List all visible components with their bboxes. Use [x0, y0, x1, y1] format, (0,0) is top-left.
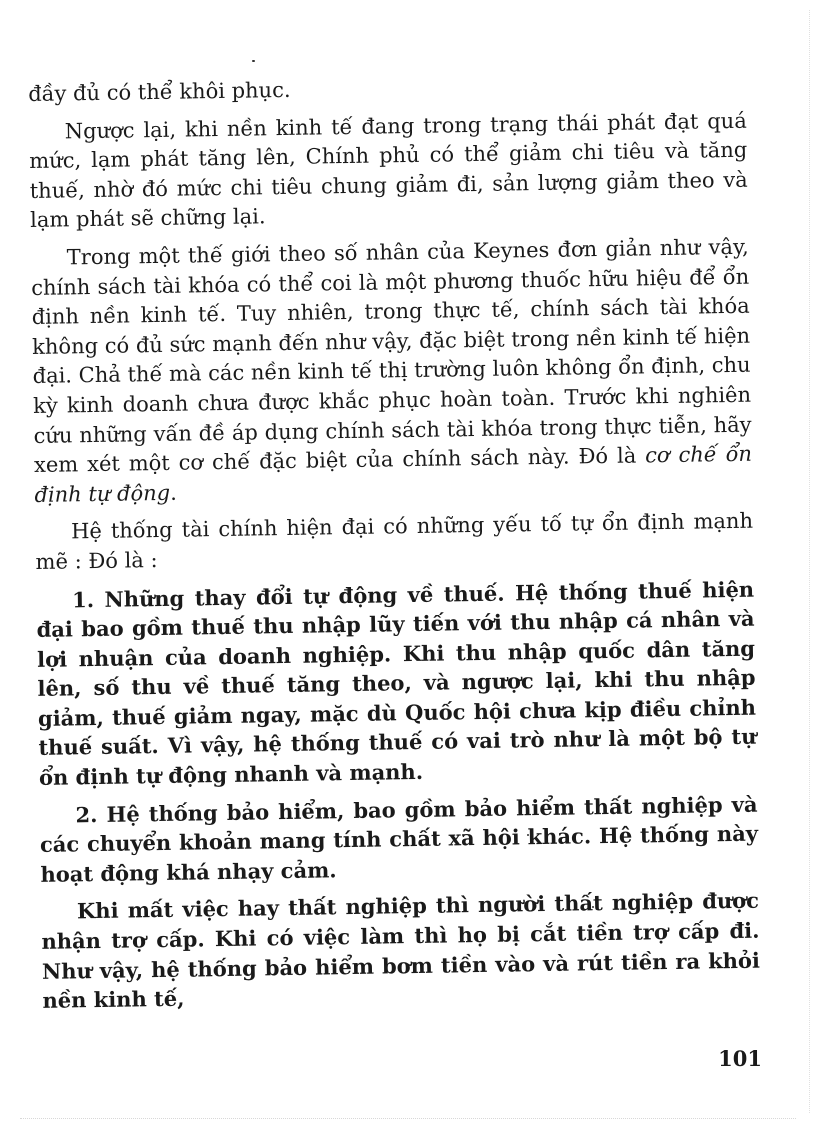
paragraph-inflation: Ngược lại, khi nền kinh tế đang trong trạng thái phát đạt quá mức, lạm phát tăng lên, Chính phủ có thể giảm chi tiêu và tăng thuế, nhờ đó mức chi tiêu chung giảm đi, sản lượng giảm theo và lạm phát sẽ chững lại.: [29, 108, 748, 233]
paragraph-keynes-text: Trong một thế giới theo số nhân của Keynes đơn giản như vậy, chính sách tài khóa có thể coi là một phương thuốc hữu hiệu để ổn định nền kinh tế. Tuy nhiên, trong thực tế, chính sách tài khóa không có đủ sức mạnh đến như vậy, đặc biệt trong nền kinh tế hiện đại. Chả thế mà các nền kinh tế thị trường luôn không ổn định, chu kỳ kinh doanh chưa được khắc phục hoàn toàn. Trước khi nghiên cứu những vấn đề áp dụng chính sách tài khóa trong thực tiễn, hãy xem xét một cơ chế đặc biệt của chính sách này. Đó là: [31, 234, 752, 478]
emphasis-automatic-stabilizer: cơ chế ổn định tự động: [34, 441, 753, 507]
list-item-insurance: 2. Hệ thống bảo hiểm, bao gồm bảo hiểm thất nghiệp và các chuyển khoản mang tính chất xã hội khác. Hệ thống này hoạt động khá nhạy cảm.: [39, 791, 759, 887]
scan-edge-right: [809, 10, 810, 1113]
scan-edge-bottom: [20, 1118, 796, 1119]
page-number: 101: [718, 1046, 762, 1071]
paragraph-modern-finance: Hệ thống tài chính hiện đại có những yếu tố tự ổn định mạnh mẽ : Đó là :: [35, 508, 754, 574]
list-item-tax: 1. Những thay đổi tự động về thuế. Hệ thống thuế hiện đại bao gồm thuế thu nhập lũy tiến với thu nhập cá nhân và lợi nhuận của doanh nghiệp. Khi thu nhập quốc dân tăng lên, số thu về thuế tăng theo, và ngược lại, khi thu nhập giảm, thuế giảm ngay, mặc dù Quốc hội chưa kịp điều chỉnh thuế suất. Vì vậy, hệ thống thuế có vai trò như là một bộ tự ổn định tự động nhanh và mạnh.: [36, 576, 757, 790]
paragraph-unemployment: Khi mất việc hay thất nghiệp thì người thất nghiệp được nhận trợ cấp. Khi có việc làm thì họ bị cắt tiền trợ cấp đi. Như vậy, hệ thống bảo hiểm bơm tiền vào và rút tiền ra khỏi nền kinh tế,: [41, 888, 761, 1014]
paragraph-continuation: đầy đủ có thể khôi phục.: [28, 77, 291, 106]
scan-speck: [252, 60, 255, 62]
paragraph-keynes-multiplier: Trong một thế giới theo số nhân của Keynes đơn giản như vậy, chính sách tài khóa có thể coi là một phương thuốc hữu hiệu để ổn định nền kinh tế. Tuy nhiên, trong thực tế, chính sách tài khóa không có đủ sức mạnh đến như vậy, đặc biệt trong nền kinh tế hiện đại. Chả thế mà các nền kinh tế thị trường luôn không ổn định, chu kỳ kinh doanh chưa được khắc phục hoàn toàn. Trước khi nghiên cứu những vấn đề áp dụng chính sách tài khóa trong thực tiễn, hãy xem xét một cơ chế đặc biệt của chính sách này. Đó là cơ chế ổn định tự động.: [31, 234, 753, 507]
body-text: [28, 69, 761, 1016]
